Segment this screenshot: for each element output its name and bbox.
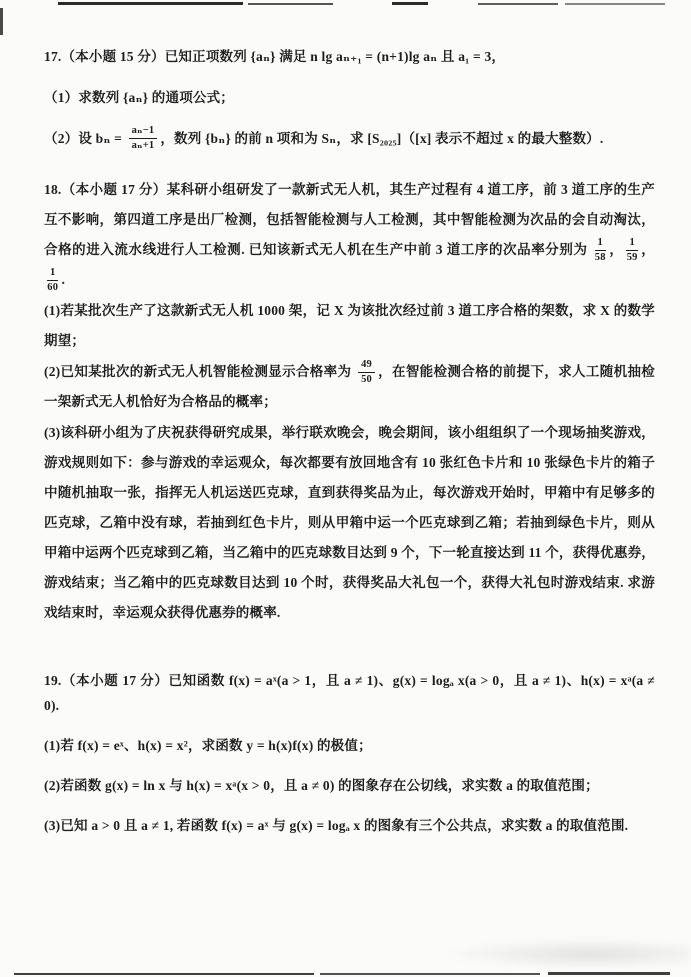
scan-artifact-top-line (392, 2, 428, 5)
question-19 (44, 668, 655, 838)
scan-artifact-top-line (478, 3, 558, 5)
paragraph (44, 813, 655, 838)
fraction-numerator: 49 (358, 359, 375, 373)
scan-artifact-top-line (58, 2, 243, 5)
fraction-denominator: 59 (626, 251, 638, 263)
text-run: （2）设 bₙ = (44, 131, 126, 146)
text-run: (3)该科研小组为了庆祝获得研究成果，举行联欢晚会，晚会期间，该小组组织了一个现场抽奖游戏，游戏规则如下：参与游戏的幸运观众，每次都要有放回地含有 10 张红色卡片和 10 张绿色卡片的箱子中随机抽取一张，指挥无人机运送匹克球，直到获得奖品为止，每次游戏开始时，甲箱中有足够多的匹克球，乙箱中没有球，若抽到红色卡片，则从甲箱中运一个匹克球到乙箱；若抽到绿色卡片，则从甲箱中运两个匹克球到乙箱，当乙箱中的匹克球数目达到 9 个，下一轮直接达到 11 个，获得优惠券，游戏结束；当乙箱中的匹克球数目达到 10 个时，获得奖品大礼包一个，获得大礼包时游戏结束. 求游戏结束时，幸运观众获得优惠券的概率. (44, 425, 655, 621)
paragraph (44, 357, 655, 417)
text-run: ，在智能检测合格的前提下，求人工随机抽检一架新式无人机恰好为合格品的概率； (44, 364, 655, 410)
scan-artifact-top-line (565, 3, 665, 5)
fraction-numerator: aₙ−1 (129, 125, 158, 139)
text-run: (2)已知某批次的新式无人机智能检测显示合格率为 (44, 364, 356, 380)
paragraph (44, 44, 655, 69)
fraction-numerator: 1 (626, 237, 637, 251)
fraction (129, 125, 158, 152)
paragraph (44, 126, 655, 153)
fraction-denominator: 50 (361, 373, 372, 385)
paragraph (44, 175, 655, 295)
paragraph (44, 668, 655, 718)
text-run: (2)若函数 g(x) = ln x 与 h(x) = xᵃ(x > 0，且 a ≠ 0) 的图象存在公切线，求实数 a 的取值范围； (44, 778, 599, 794)
document-body (44, 44, 655, 838)
text-run: (3)已知 a > 0 且 a ≠ 1, 若函数 f(x) = aˣ 与 g(x) = logₐ x 的图象有三个公共点，求实数 a 的取值范围. (44, 818, 629, 834)
scan-artifact-bottom-line (14, 973, 314, 975)
paragraph (44, 296, 655, 356)
fraction-denominator: aₙ+1 (131, 140, 155, 152)
scan-artifact-left-edge (0, 8, 3, 35)
paragraph (44, 773, 655, 798)
fraction (358, 359, 375, 386)
text-run: ，数列 {bₙ} 的前 n 项和为 Sₙ，求 [S₂₀₂₅]（[x] 表示不超过 x 的最大整数）. (160, 131, 604, 146)
scan-artifact-bottom-line (548, 972, 670, 975)
text-run: 17.（本小题 15 分）已知正项数列 {aₙ} 满足 n lg aₙ₊₁ = (n+1)lg aₙ 且 a₁ = 3， (44, 49, 506, 64)
text-run: ， (640, 242, 656, 258)
question-18 (44, 175, 655, 628)
fraction-numerator: 1 (595, 237, 606, 251)
text-run: (1)若 f(x) = eˣ、h(x) = x²，求函数 y = h(x)f(x) 的极值； (44, 738, 372, 754)
fraction-denominator: 60 (47, 281, 59, 293)
paragraph (44, 733, 655, 758)
text-run: (1)若某批次生产了这款新式无人机 1000 架，记 X 为该批次经过前 3 道工序合格的架数，求 X 的数学期望； (44, 303, 655, 349)
text-run: . (61, 272, 66, 288)
fraction-denominator: 58 (594, 251, 606, 263)
text-run: （1）求数列 {aₙ} 的通项公式； (44, 90, 234, 105)
paragraph (44, 85, 655, 110)
text-run: ， (608, 242, 624, 258)
question-17 (44, 44, 655, 153)
scan-artifact-bottom-line (320, 973, 540, 975)
text-run: 19.（本小题 17 分）已知函数 f(x) = aˣ(a > 1，且 a ≠ 1)、g(x) = logₐ x(a > 0，且 a ≠ 1)、h(x) = xᵃ(a ≠ 0). (44, 673, 655, 714)
fraction (47, 267, 58, 294)
paragraph (44, 418, 655, 628)
scan-artifact-smudge (440, 938, 690, 970)
text-run: 18.（本小题 17 分）某科研小组研发了一款新式无人机，其生产过程有 4 道工序，前 3 道工序的生产互不影响，第四道工序是出厂检测，包括智能检测与人工检测，其中智能检测为次品的会自动淘汰，合格的进入流水线进行人工检测. 已知该新式无人机在生产中前 3 道工序的次品率分别为 (44, 182, 655, 258)
scan-artifact-top-line (248, 3, 333, 5)
fraction (626, 237, 637, 264)
fraction (595, 237, 606, 264)
fraction-numerator: 1 (47, 267, 58, 281)
